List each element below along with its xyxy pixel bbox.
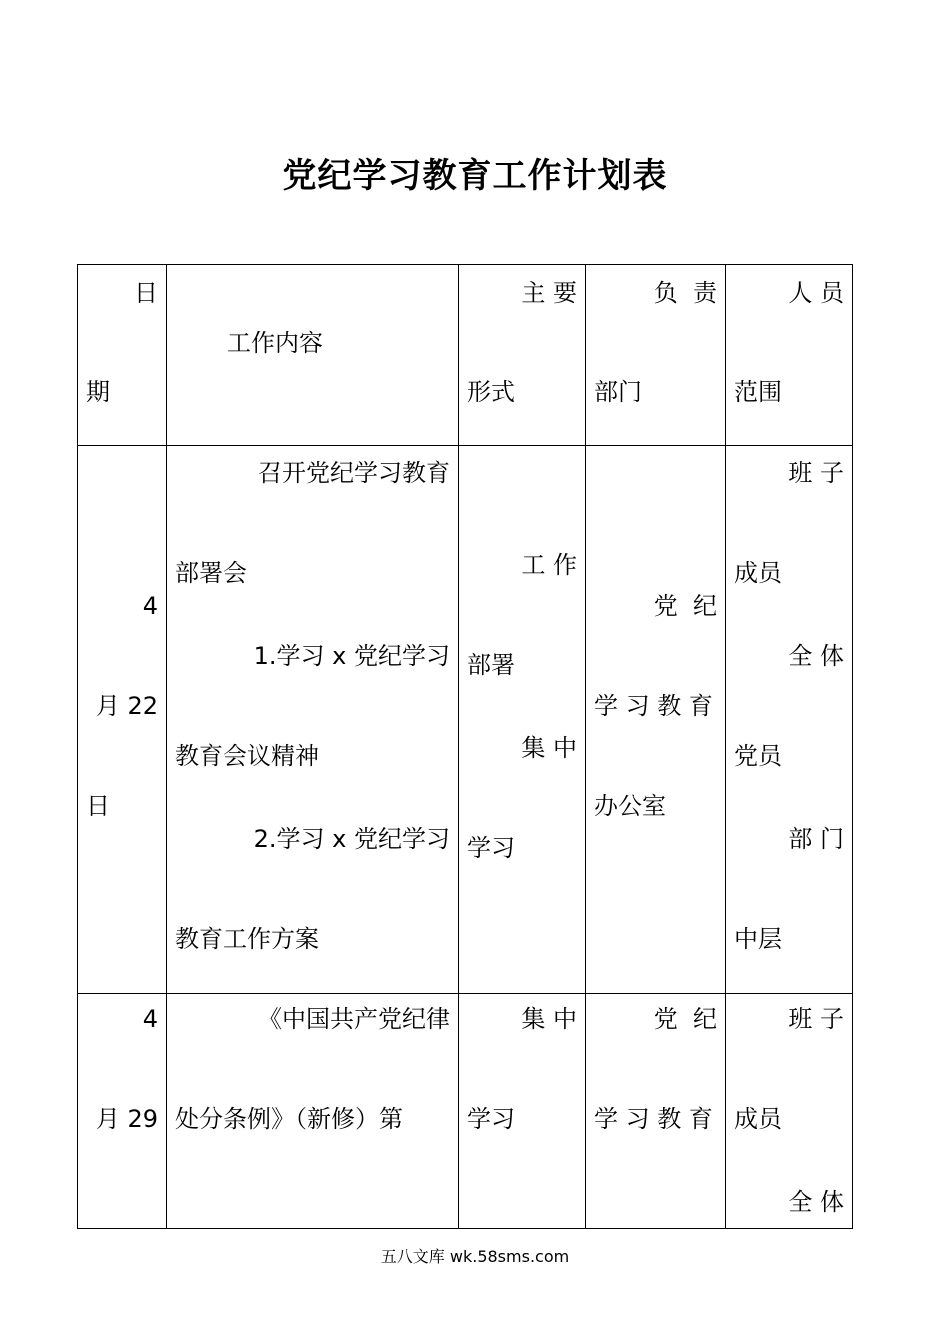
table-row — [78, 994, 853, 1229]
form-text: 集 中 — [521, 734, 577, 762]
content-cell — [167, 446, 459, 994]
content-line: 《中国共产党纪律 — [258, 1005, 450, 1033]
date-text: 月 22 — [95, 692, 158, 720]
content-line: 部署会 — [175, 559, 247, 587]
scope-text: 成员 — [734, 1105, 782, 1133]
form-text: 集 中 — [521, 1005, 577, 1033]
header-date-label-top: 日 — [134, 279, 158, 307]
content-line: 2.学习 x 党纪学习 — [253, 825, 450, 853]
scope-text: 部 门 — [788, 825, 844, 853]
date-cell — [78, 446, 167, 994]
footer-watermark: 五八文库 wk.58sms.com — [380, 1247, 570, 1266]
header-date-label-bottom: 期 — [86, 378, 110, 406]
dept-text: 党 纪 — [653, 1005, 717, 1033]
scope-text: 班 子 — [788, 459, 844, 487]
header-form-cell — [459, 265, 586, 446]
header-dept-cell — [586, 265, 726, 446]
header-content-cell — [167, 265, 459, 446]
dept-text: 党 纪 — [653, 592, 717, 620]
form-text: 部署 — [467, 651, 515, 679]
form-text: 工 作 — [521, 551, 577, 579]
header-date-cell — [78, 265, 167, 446]
header-scope-cell — [726, 265, 853, 446]
scope-text: 成员 — [734, 559, 782, 587]
table-row — [78, 446, 853, 994]
content-line: 1.学习 x 党纪学习 — [253, 642, 450, 670]
dept-text: 学 习 教 育 — [594, 1105, 713, 1133]
form-cell — [459, 994, 586, 1229]
table-header-row — [78, 265, 853, 446]
header-dept-label-bottom: 部门 — [594, 378, 642, 406]
scope-cell — [726, 994, 853, 1229]
content-line: 教育会议精神 — [175, 742, 319, 770]
scope-text: 全 体 — [788, 642, 844, 670]
header-scope-label-top: 人 员 — [788, 279, 844, 307]
content-line: 召开党纪学习教育 — [258, 459, 450, 487]
content-line: 教育工作方案 — [175, 925, 319, 953]
form-text: 学习 — [467, 834, 515, 862]
date-text: 月 29 — [95, 1105, 158, 1133]
plan-table — [77, 264, 853, 1229]
scope-cell — [726, 446, 853, 994]
date-text: 日 — [86, 792, 110, 820]
header-form-label-bottom: 形式 — [467, 378, 515, 406]
dept-cell — [586, 446, 726, 994]
date-text: 4 — [142, 592, 158, 620]
header-scope-label-bottom: 范围 — [734, 378, 782, 406]
dept-cell — [586, 994, 726, 1229]
date-text: 4 — [142, 1005, 158, 1033]
scope-text: 班 子 — [788, 1005, 844, 1033]
scope-text: 中层 — [734, 925, 782, 953]
content-line: 处分条例》（新修）第 — [175, 1105, 403, 1133]
content-cell — [167, 994, 459, 1229]
date-cell — [78, 994, 167, 1229]
form-text: 学习 — [467, 1105, 515, 1133]
form-cell — [459, 446, 586, 994]
header-dept-label-top: 负 责 — [653, 279, 717, 307]
dept-text: 学 习 教 育 — [594, 692, 713, 720]
header-form-label-top: 主 要 — [521, 279, 577, 307]
scope-text: 党员 — [734, 742, 782, 770]
header-content-label: 工作内容 — [227, 329, 323, 357]
page-title: 党纪学习教育工作计划表 — [282, 156, 668, 196]
scope-text: 全 体 — [788, 1188, 844, 1216]
dept-text: 办公室 — [594, 792, 666, 820]
